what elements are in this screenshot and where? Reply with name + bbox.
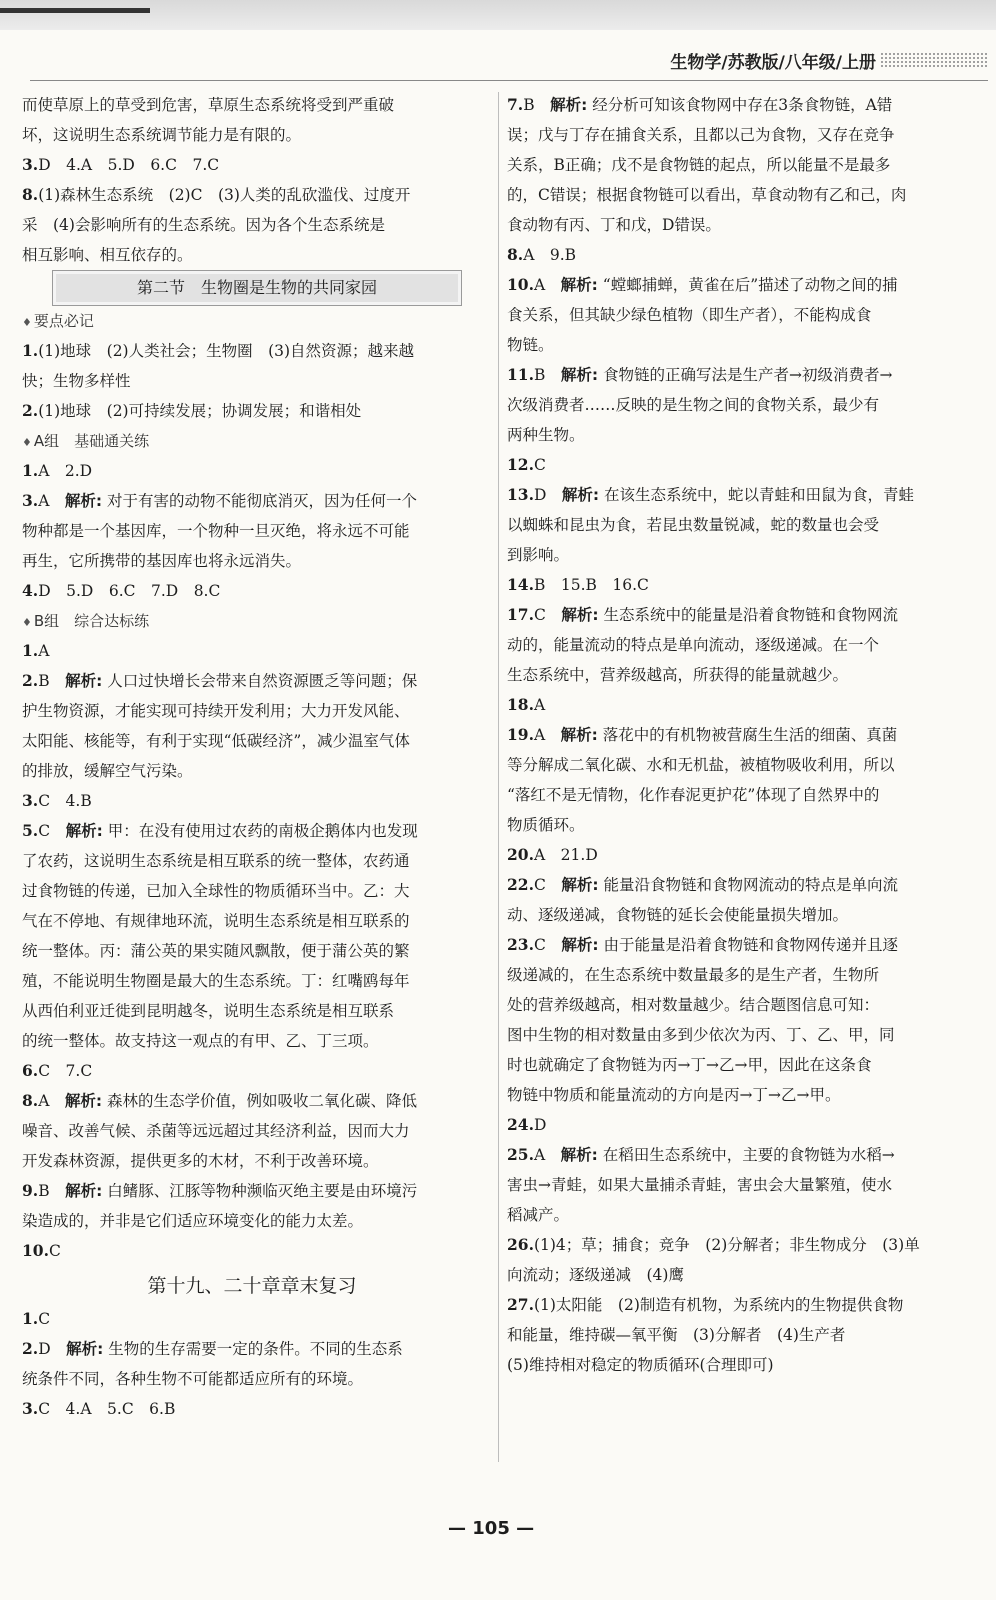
answer-text: 食物链的正确写法是生产者→初级消费者→ bbox=[598, 366, 893, 384]
answer-line bbox=[507, 870, 969, 900]
answer-continuation-line bbox=[507, 1020, 969, 1050]
answer-continuation-line bbox=[22, 516, 482, 546]
answer-text: 染造成的，并非是它们适应环境变化的能力太差。 bbox=[22, 1212, 364, 1230]
answer-text: 生态系统中的能量是沿着食物链和食物网流 bbox=[598, 606, 898, 624]
answer-text: 动、逐级递减，食物链的延长会使能量损失增加。 bbox=[507, 906, 849, 924]
answer-line bbox=[507, 840, 969, 870]
answer-text: 时也就确定了食物链为丙→丁→乙→甲，因此在这条食 bbox=[507, 1056, 872, 1074]
question-number: 7. bbox=[507, 95, 524, 114]
answer-continuation-line bbox=[507, 1350, 969, 1380]
answer-text: 稻减产。 bbox=[507, 1206, 570, 1224]
question-number: 2. bbox=[22, 1339, 39, 1358]
answer-text: 和能量，维持碳—氧平衡 (3)分解者 (4)生产者 bbox=[507, 1326, 846, 1344]
analysis-label: 解析: bbox=[560, 726, 598, 744]
answer-text: 次级消费者……反映的是生物之间的食物关系，最少有 bbox=[507, 396, 880, 414]
analysis-label: 解析: bbox=[64, 492, 103, 510]
answer-text: C 7.C bbox=[38, 1062, 93, 1080]
answer-text: 物质循环。 bbox=[507, 816, 585, 834]
answer-line bbox=[22, 396, 482, 426]
answer-continuation-line bbox=[507, 1200, 969, 1230]
answer-text: 统一整体。丙：蒲公英的果实随风飘散，便于蒲公英的繁 bbox=[22, 942, 410, 960]
answer-continuation-line bbox=[507, 210, 969, 240]
question-number: 10. bbox=[22, 1241, 49, 1260]
answer-text: C 4.B bbox=[38, 792, 92, 810]
question-number: 20. bbox=[507, 845, 534, 864]
question-number: 10. bbox=[507, 275, 534, 294]
answer-text: 过食物链的传递，已加入全球性的物质循环当中。乙：大 bbox=[22, 882, 410, 900]
answer-text: 白鳍豚、江豚等物种濒临灭绝主要是由环境污 bbox=[102, 1182, 418, 1200]
question-number: 8. bbox=[22, 185, 39, 204]
answer-text: 误；戊与丁存在捕食关系，且都以己为食物，又存在竞争 bbox=[507, 126, 895, 144]
question-number: 18. bbox=[507, 695, 534, 714]
question-number: 4. bbox=[22, 581, 39, 600]
answer-text: 物链中物质和能量流动的方向是丙→丁→乙→甲。 bbox=[507, 1086, 841, 1104]
answer-continuation-line bbox=[507, 150, 969, 180]
answer-text: 经分析可知该食物网中存在3条食物链，A错 bbox=[587, 96, 893, 114]
answer-choice: D bbox=[38, 1340, 67, 1358]
answer-continuation-line bbox=[22, 366, 482, 396]
answer-line bbox=[22, 1176, 482, 1206]
answer-continuation-line bbox=[22, 1026, 482, 1056]
question-number: 1. bbox=[22, 461, 39, 480]
answer-text: (1)4；草；捕食；竞争 (2)分解者；非生物成分 (3)单 bbox=[533, 1236, 920, 1254]
answer-choice: A bbox=[533, 276, 561, 294]
answer-line bbox=[507, 570, 969, 600]
analysis-label: 解析: bbox=[560, 276, 598, 294]
answer-line bbox=[22, 456, 482, 486]
question-number: 26. bbox=[507, 1235, 534, 1254]
answer-text: 坏，这说明生态系统调节能力是有限的。 bbox=[22, 126, 302, 144]
subsection-label: ♦ 要点必记 bbox=[22, 306, 482, 336]
answer-continuation-line bbox=[22, 210, 482, 240]
answer-choice: B bbox=[38, 672, 66, 690]
answer-line bbox=[22, 636, 482, 666]
answer-text: 甲：在没有使用过农药的南极企鹅体内也发现 bbox=[102, 822, 418, 840]
answer-line bbox=[22, 150, 482, 180]
answer-line bbox=[22, 1056, 482, 1086]
answer-continuation-line bbox=[507, 120, 969, 150]
answer-line bbox=[22, 180, 482, 210]
header-title: 生物学/苏教版/八年级/上册 bbox=[670, 53, 876, 73]
answer-choice: C bbox=[533, 936, 562, 954]
analysis-label: 解析: bbox=[550, 96, 588, 114]
answer-text: 动的，能量流动的特点是单向流动，逐级递减。在一个 bbox=[507, 636, 880, 654]
answer-text: 害虫→青蛙，如果大量捕杀青蛙，害虫会大量繁殖，使水 bbox=[507, 1176, 892, 1194]
analysis-label: 解析: bbox=[560, 366, 599, 384]
answer-line bbox=[22, 816, 482, 846]
answer-line bbox=[507, 1230, 969, 1260]
answer-text: 人口过快增长会带来自然资源匮乏等问题；保 bbox=[102, 672, 418, 690]
analysis-label: 解析: bbox=[65, 822, 103, 840]
analysis-label: 解析: bbox=[561, 486, 600, 504]
answer-continuation-line bbox=[507, 900, 969, 930]
subsection-label: ♦ A组 基础通关练 bbox=[22, 426, 482, 456]
answer-text: 物种都是一个基因库，一个物种一旦灭绝，将永远不可能 bbox=[22, 522, 410, 540]
answer-text: 统条件不同，各种生物不可能都适应所有的环境。 bbox=[22, 1370, 364, 1388]
answer-text: “落红不是无情物，化作春泥更护花”体现了自然界中的 bbox=[507, 786, 880, 804]
answer-text: 两种生物。 bbox=[507, 426, 585, 444]
analysis-label: 解析: bbox=[561, 606, 599, 624]
answer-text: 物链。 bbox=[507, 336, 554, 354]
answer-text: C 4.A 5.C 6.B bbox=[38, 1400, 176, 1418]
analysis-label: 解析: bbox=[561, 936, 599, 954]
answer-text: “螳螂捕蝉，黄雀在后”描述了动物之间的捕 bbox=[597, 276, 898, 294]
subsection-label: ♦ B组 综合达标练 bbox=[22, 606, 482, 636]
answer-continuation-line bbox=[22, 966, 482, 996]
answer-continuation-line bbox=[507, 630, 969, 660]
analysis-label: 解析: bbox=[64, 1092, 103, 1110]
answer-continuation-line bbox=[22, 240, 482, 270]
question-number: 3. bbox=[22, 1399, 39, 1418]
answer-line bbox=[22, 1304, 482, 1334]
chapter-heading: 第十九、二十章章末复习 bbox=[147, 1275, 357, 1297]
section-heading: 第二节 生物圈是生物的共同家园 bbox=[52, 270, 462, 306]
answer-text: 级递减的，在生态系统中数量最多的是生产者，生物所 bbox=[507, 966, 880, 984]
question-number: 12. bbox=[507, 455, 534, 474]
answer-line bbox=[22, 486, 482, 516]
analysis-label: 解析: bbox=[65, 672, 103, 690]
question-number: 1. bbox=[22, 341, 39, 360]
answer-choice: A bbox=[38, 1092, 65, 1110]
answer-text: 而使草原上的草受到危害，草原生态系统将受到严重破 bbox=[22, 96, 395, 114]
answer-line bbox=[507, 360, 969, 390]
answer-text: (1)森林生态系统 (2)C (3)人类的乱砍滥伐、过度开 bbox=[38, 186, 411, 204]
answer-continuation-line bbox=[507, 990, 969, 1020]
answer-line bbox=[507, 930, 969, 960]
answer-continuation-line bbox=[507, 1170, 969, 1200]
answer-continuation-line bbox=[507, 960, 969, 990]
answer-continuation-line bbox=[22, 696, 482, 726]
analysis-label: 解析: bbox=[561, 876, 599, 894]
answer-text: (1)地球 (2)人类社会；生物圈 (3)自然资源；越来越 bbox=[38, 342, 415, 360]
question-number: 2. bbox=[22, 401, 39, 420]
question-number: 2. bbox=[22, 671, 39, 690]
question-number: 14. bbox=[507, 575, 534, 594]
question-number: 24. bbox=[507, 1115, 534, 1134]
answer-choice: B bbox=[38, 1182, 66, 1200]
question-number: 1. bbox=[22, 1309, 39, 1328]
answer-line bbox=[22, 576, 482, 606]
answer-text: B 15.B 16.C bbox=[533, 576, 649, 594]
answer-continuation-line bbox=[22, 1206, 482, 1236]
answer-continuation-line bbox=[507, 750, 969, 780]
answer-choice: A bbox=[533, 1146, 561, 1164]
header-dot-pattern bbox=[880, 52, 988, 68]
answer-continuation-line bbox=[507, 330, 969, 360]
answer-choice: B bbox=[533, 366, 561, 384]
answer-line bbox=[22, 1236, 482, 1266]
answer-continuation-line bbox=[22, 846, 482, 876]
answer-continuation-line bbox=[507, 1320, 969, 1350]
answer-text: 由于能量是沿着食物链和食物网传递并且逐 bbox=[598, 936, 898, 954]
column-divider bbox=[498, 92, 499, 1462]
answer-line bbox=[507, 270, 969, 300]
answer-text: 到影响。 bbox=[507, 546, 570, 564]
answer-text: A bbox=[38, 642, 50, 660]
answer-text: 了农药，这说明生态系统是相互联系的统一整体，农药通 bbox=[22, 852, 410, 870]
answer-text: 快；生物多样性 bbox=[22, 372, 131, 390]
answer-line bbox=[507, 450, 969, 480]
analysis-label: 解析: bbox=[560, 1146, 598, 1164]
analysis-label: 解析: bbox=[66, 1340, 104, 1358]
question-number: 5. bbox=[22, 821, 39, 840]
answer-continuation-line bbox=[507, 180, 969, 210]
answer-text: C bbox=[48, 1242, 61, 1260]
answer-line bbox=[507, 90, 969, 120]
answer-text: 向流动；逐级递减 (4)鹰 bbox=[507, 1266, 684, 1284]
answer-text: 再生，它所携带的基因库也将永远消失。 bbox=[22, 552, 302, 570]
answer-text: 对于有害的动物不能彻底消灭，因为任何一个 bbox=[102, 492, 418, 510]
answer-continuation-line bbox=[507, 540, 969, 570]
answer-continuation-line bbox=[22, 1146, 482, 1176]
answer-text: 噪音、改善气候、杀菌等远远超过其经济利益，因而大力 bbox=[22, 1122, 410, 1140]
answer-text: 气在不停地、有规律地环流，说明生态系统是相互联系的 bbox=[22, 912, 410, 930]
answer-line bbox=[507, 1290, 969, 1320]
answer-continuation-line bbox=[507, 780, 969, 810]
question-number: 9. bbox=[22, 1181, 39, 1200]
answer-text: (1)地球 (2)可持续发展；协调发展；和谐相处 bbox=[38, 402, 362, 420]
answer-text: 开发森林资源，提供更多的木材，不利于改善环境。 bbox=[22, 1152, 379, 1170]
question-number: 25. bbox=[507, 1145, 534, 1164]
answer-text: 图中生物的相对数量由多到少依次为丙、丁、乙、甲，同 bbox=[507, 1026, 895, 1044]
answer-choice: C bbox=[38, 822, 66, 840]
answer-choice: A bbox=[533, 726, 561, 744]
answer-line bbox=[507, 720, 969, 750]
question-number: 1. bbox=[22, 641, 39, 660]
answer-text: 食关系，但其缺少绿色植物（即生产者），不能构成食 bbox=[507, 306, 872, 324]
question-number: 19. bbox=[507, 725, 534, 744]
answer-continuation-line bbox=[507, 660, 969, 690]
answer-continuation-line bbox=[22, 546, 482, 576]
answer-continuation-line bbox=[22, 120, 482, 150]
answer-text: A 21.D bbox=[533, 846, 598, 864]
answer-continuation-line bbox=[22, 876, 482, 906]
top-band bbox=[0, 0, 996, 30]
answer-text: 从西伯利亚迁徙到昆明越冬，说明生态系统是相互联系 bbox=[22, 1002, 395, 1020]
question-number: 3. bbox=[22, 491, 39, 510]
answer-text: 相互影响、相互依存的。 bbox=[22, 246, 193, 264]
answer-continuation-line bbox=[22, 996, 482, 1026]
analysis-label: 解析: bbox=[65, 1182, 103, 1200]
answer-text: C bbox=[38, 1310, 51, 1328]
answer-text: (5)维持相对稳定的物质循环(合理即可) bbox=[507, 1356, 774, 1374]
answer-continuation-line bbox=[22, 726, 482, 756]
answer-text: 的统一整体。故支持这一观点的有甲、乙、丁三项。 bbox=[22, 1032, 379, 1050]
answer-text: D bbox=[533, 1116, 547, 1134]
question-number: 3. bbox=[22, 791, 39, 810]
question-number: 8. bbox=[507, 245, 524, 264]
answer-text: 森林的生态学价值，例如吸收二氧化碳、降低 bbox=[102, 1092, 418, 1110]
answer-text: 在该生态系统中，蛇以青蛙和田鼠为食，青蛙 bbox=[599, 486, 915, 504]
answer-line bbox=[507, 1140, 969, 1170]
question-number: 22. bbox=[507, 875, 534, 894]
answer-line bbox=[507, 240, 969, 270]
question-number: 8. bbox=[22, 1091, 39, 1110]
answer-line bbox=[507, 690, 969, 720]
answer-text: 护生物资源，才能实现可持续开发利用；大力开发风能、 bbox=[22, 702, 410, 720]
answer-choice: D bbox=[533, 486, 562, 504]
answer-text: 落花中的有机物被营腐生生活的细菌、真菌 bbox=[597, 726, 898, 744]
answer-line bbox=[22, 1394, 482, 1424]
question-number: 13. bbox=[507, 485, 534, 504]
answer-text: C bbox=[533, 456, 546, 474]
answer-text: (1)太阳能 (2)制造有机物，为系统内的生物提供食物 bbox=[533, 1296, 904, 1314]
answer-choice: B bbox=[523, 96, 551, 114]
answer-text: D 5.D 6.C 7.D 8.C bbox=[38, 582, 221, 600]
answer-continuation-line bbox=[507, 1260, 969, 1290]
answer-text: 太阳能、核能等，有利于实现“低碳经济”，减少温室气体 bbox=[22, 732, 410, 750]
answer-text: D 4.A 5.D 6.C 7.C bbox=[38, 156, 220, 174]
answer-text: 以蜘蛛和昆虫为食，若昆虫数量锐减，蛇的数量也会受 bbox=[507, 516, 880, 534]
question-number: 23. bbox=[507, 935, 534, 954]
answer-text: 能量沿食物链和食物网流动的特点是单向流 bbox=[598, 876, 898, 894]
answer-line bbox=[22, 1334, 482, 1364]
answer-text: 的，C错误；根据食物链可以看出，草食动物有乙和己，肉 bbox=[507, 186, 907, 204]
answer-continuation-line bbox=[507, 1080, 969, 1110]
answer-line bbox=[22, 666, 482, 696]
answer-line bbox=[507, 480, 969, 510]
left-column bbox=[22, 90, 482, 1424]
answer-choice: C bbox=[533, 876, 562, 894]
answer-text: 生物的生存需要一定的条件。不同的生态系 bbox=[103, 1340, 403, 1358]
question-number: 27. bbox=[507, 1295, 534, 1314]
question-number: 3. bbox=[22, 155, 39, 174]
answer-text: 处的营养级越高，相对数量越少。结合题图信息可知： bbox=[507, 996, 880, 1014]
answer-text: 在稻田生态系统中，主要的食物链为水稻→ bbox=[597, 1146, 895, 1164]
header-rule bbox=[30, 80, 988, 81]
answer-continuation-line bbox=[507, 420, 969, 450]
answer-choice: A bbox=[38, 492, 65, 510]
answer-choice: C bbox=[533, 606, 562, 624]
page-number: — 105 — bbox=[448, 1518, 535, 1539]
answer-text: 食动物有丙、丁和戊，D错误。 bbox=[507, 216, 721, 234]
answer-line bbox=[22, 336, 482, 366]
answer-text: 生态系统中，营养级越高，所获得的能量就越少。 bbox=[507, 666, 849, 684]
answer-text: A 2.D bbox=[38, 462, 93, 480]
question-number: 6. bbox=[22, 1061, 39, 1080]
answer-continuation-line bbox=[22, 1116, 482, 1146]
answer-text: 等分解成二氧化碳、水和无机盐，被植物吸收利用，所以 bbox=[507, 756, 895, 774]
answer-text: A 9.B bbox=[523, 246, 577, 264]
answer-text: 殖，不能说明生物圈是最大的生态系统。丁：红嘴鸥每年 bbox=[22, 972, 410, 990]
answer-line bbox=[22, 1086, 482, 1116]
answer-continuation-line bbox=[22, 1364, 482, 1394]
answer-continuation-line bbox=[22, 906, 482, 936]
answer-continuation-line bbox=[507, 810, 969, 840]
answer-text: A bbox=[533, 696, 546, 714]
question-number: 11. bbox=[507, 365, 534, 384]
answer-text: 的排放，缓解空气污染。 bbox=[22, 762, 193, 780]
answer-text: 采 (4)会影响所有的生态系统。因为各个生态系统是 bbox=[22, 216, 385, 234]
answer-continuation-line bbox=[507, 510, 969, 540]
answer-line bbox=[507, 1110, 969, 1140]
answer-continuation-line bbox=[22, 936, 482, 966]
answer-continuation-line bbox=[22, 756, 482, 786]
answer-continuation-line bbox=[507, 300, 969, 330]
answer-line bbox=[22, 786, 482, 816]
answer-line bbox=[507, 600, 969, 630]
answer-continuation-line bbox=[507, 390, 969, 420]
right-column bbox=[507, 90, 969, 1380]
answer-continuation-line bbox=[507, 1050, 969, 1080]
answer-continuation-line bbox=[22, 90, 482, 120]
answer-text: 关系，B正确；戊不是食物链的起点，所以能量不是最多 bbox=[507, 156, 891, 174]
question-number: 17. bbox=[507, 605, 534, 624]
